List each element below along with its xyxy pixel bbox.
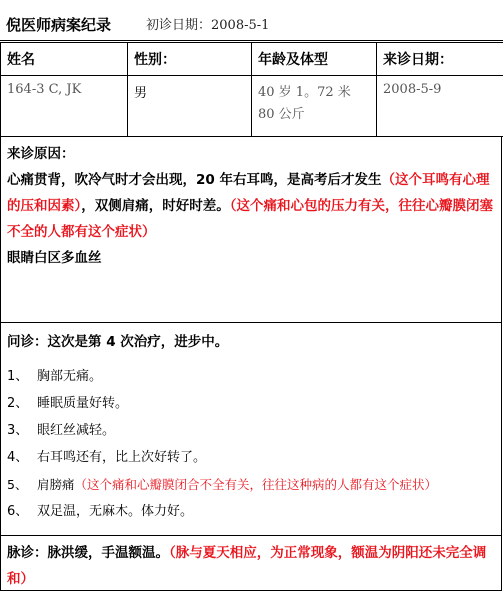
list-item-text: 右耳鸣还有，比上次好转了。	[37, 450, 206, 465]
list-item	[7, 444, 495, 471]
list-item-number: 1、	[7, 363, 37, 390]
header-gender: 性别：	[128, 43, 252, 76]
visit-label: 问诊：这次是第 4 次治疗，进步中。	[7, 329, 495, 355]
info-value-row	[1, 76, 503, 137]
list-item	[7, 417, 495, 444]
patient-info-table	[0, 42, 503, 137]
header-visit-date: 来诊日期：	[377, 43, 503, 76]
list-item	[7, 363, 495, 390]
pulse-text	[7, 540, 495, 592]
list-item	[7, 498, 495, 525]
value-age-build: 40 岁 1。72 米 80 公斤	[252, 76, 377, 137]
header-name: 姓名	[1, 43, 128, 76]
first-visit-date-label: 初诊日期：	[146, 18, 211, 33]
reason-text	[7, 167, 495, 245]
value-name: 164-3 C, JK	[1, 76, 128, 137]
pulse-note: （脉与夏天相应，为正常现象，额温为阴阳还未完全调和）	[7, 545, 486, 587]
list-item-text: 双足温，无麻木。体力好。	[37, 504, 193, 519]
list-item-number: 2、	[7, 390, 37, 417]
info-header-row	[1, 43, 503, 76]
first-visit-date	[146, 14, 269, 33]
list-item-number: 5、	[7, 471, 37, 498]
header-age-build: 年龄及体型	[252, 43, 377, 76]
list-item-number: 6、	[7, 498, 37, 525]
list-item-text: 睡眠质量好转。	[37, 396, 128, 411]
record-header	[0, 0, 503, 41]
list-item-number: 4、	[7, 444, 37, 471]
reason-text-3: 眼睛白区多血丝	[7, 245, 495, 271]
reason-section	[0, 137, 502, 323]
reason-text-2: ，双侧肩痛，时好时差。	[81, 198, 230, 214]
list-item-text: 肩膀痛	[37, 477, 75, 492]
list-item	[7, 471, 495, 498]
visit-section	[0, 323, 502, 536]
record-title: 倪医师病案纪录	[6, 14, 111, 35]
value-visit-date: 2008-5-9	[377, 76, 503, 137]
visit-list	[7, 363, 495, 525]
reason-label: 来诊原因：	[7, 141, 495, 167]
list-item	[7, 390, 495, 417]
value-gender: 男	[128, 76, 252, 137]
reason-note-2: （这个痛和心包的压力有关，往往心瓣膜闭塞不全的人都有这个症状）	[7, 198, 493, 240]
first-visit-date-value: 2008-5-1	[211, 18, 269, 33]
pulse-section	[0, 536, 502, 591]
reason-text-1: 心痛贯背，吹冷气时才会出现，20 年右耳鸣，是高考后才发生	[7, 172, 382, 188]
list-item-text: 眼红丝减轻。	[37, 423, 115, 438]
list-item-text: 胸部无痛。	[37, 369, 102, 384]
pulse-label: 脉诊：脉洪缓，手温额温。	[7, 545, 169, 561]
list-item-note: （这个痛和心瓣膜闭合不全有关，往往这种病的人都有这个症状）	[75, 477, 438, 492]
reason-note-1: （这个耳鸣有心理的压和因素）	[7, 172, 490, 214]
list-item-number: 3、	[7, 417, 37, 444]
